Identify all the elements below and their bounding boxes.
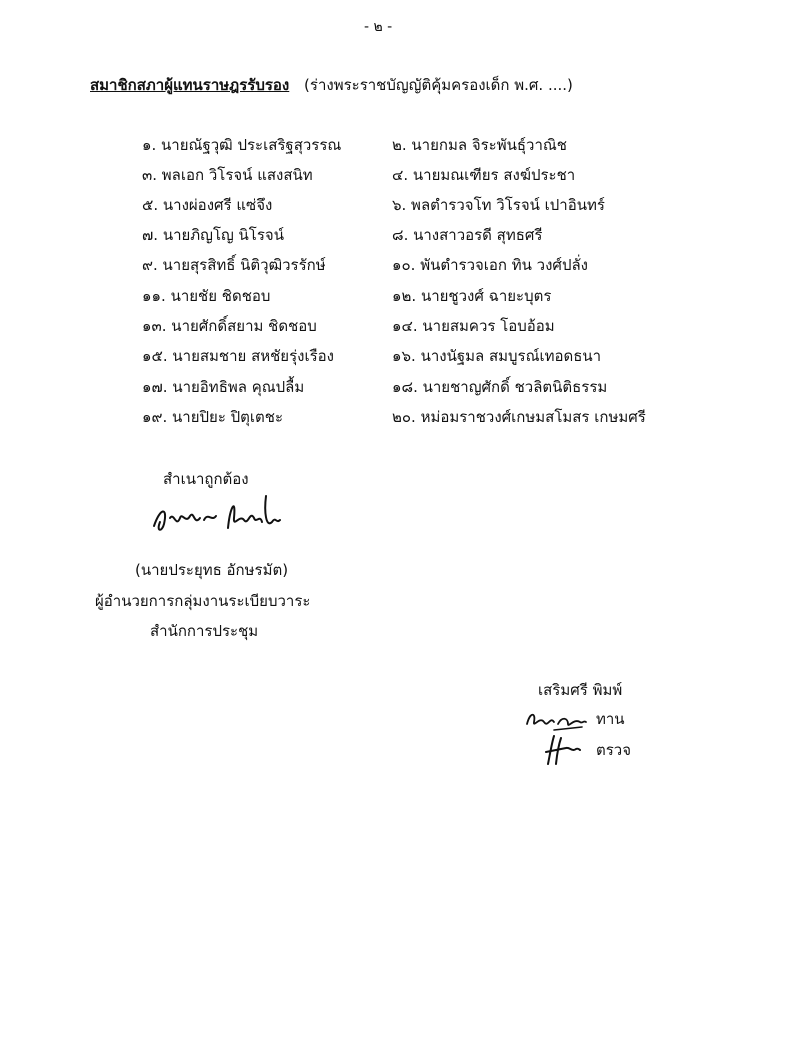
heading-subtitle: (ร่างพระราชบัญญัติคุ้มครองเด็ก พ.ศ. ....) xyxy=(304,76,573,94)
member-entry: ๖. พลตำรวจโท วิโรจน์ เปาอินทร์ xyxy=(392,196,605,214)
member-entry: ๑๘. นายชาญศักดิ์ ชวลิตนิติธรรม xyxy=(392,378,608,396)
member-entry: ๕. นางผ่องศรี แซ่จึง xyxy=(142,196,273,214)
proofreader-initials xyxy=(524,706,590,732)
checker-initials xyxy=(542,734,582,766)
heading-title: สมาชิกสภาผู้แทนราษฎรรับรอง xyxy=(90,76,290,94)
member-entry: ๑๐. พันตำรวจเอก ทิน วงศ์ปลั่ง xyxy=(392,256,588,274)
true-copy-label: สำเนาถูกต้อง xyxy=(163,470,249,488)
member-entry: ๑. นายณัฐวุฒิ ประเสริฐสุวรรณ xyxy=(142,136,342,154)
proofread-label: ทาน xyxy=(596,710,625,728)
member-entry: ๔. นายมณเฑียร สงฆ์ประชา xyxy=(392,166,576,184)
signer-name: (นายประยุทธ อักษรมัต) xyxy=(135,561,289,579)
member-entry: ๓. พลเอก วิโรจน์ แสงสนิท xyxy=(142,166,313,184)
member-entry: ๑๓. นายศักดิ์สยาม ชิดชอบ xyxy=(142,317,317,335)
member-entry: ๘. นางสาวอรดี สุทธศรี xyxy=(392,226,543,244)
handwritten-signature xyxy=(150,488,290,540)
typist-note: เสริมศรี พิมพ์ xyxy=(538,681,623,699)
member-entry: ๒๐. หม่อมราชวงศ์เกษมสโมสร เกษมศรี xyxy=(392,408,646,426)
member-entry: ๑๙. นายปิยะ ปิตุเตชะ xyxy=(142,408,284,426)
member-entry: ๑๔. นายสมควร โอบอ้อม xyxy=(392,317,555,335)
signer-position: ผู้อำนวยการกลุ่มงานระเบียบวาระ xyxy=(95,592,311,610)
member-entry: ๑๒. นายชูวงศ์ ฉายะบุตร xyxy=(392,287,552,305)
member-entry: ๗. นายภิญโญ นิโรจน์ xyxy=(142,226,284,244)
check-label: ตรวจ xyxy=(596,741,632,759)
member-entry: ๒. นายกมล จิระพันธุ์วาณิช xyxy=(392,136,567,154)
member-entry: ๑๑. นายชัย ชิดชอบ xyxy=(142,287,271,305)
member-entry: ๑๗. นายอิทธิพล คุณปลื้ม xyxy=(142,378,305,396)
member-entry: ๑๕. นายสมชาย สหชัยรุ่งเรือง xyxy=(142,347,334,365)
page-number: - ๒ - xyxy=(364,19,393,35)
signer-office: สำนักการประชุม xyxy=(150,622,259,640)
document-heading xyxy=(90,78,573,93)
member-entry: ๑๖. นางนัฐมล สมบูรณ์เทอดธนา xyxy=(392,347,602,365)
member-entry: ๙. นายสุรสิทธิ์ นิติวุฒิวรรักษ์ xyxy=(142,256,326,274)
